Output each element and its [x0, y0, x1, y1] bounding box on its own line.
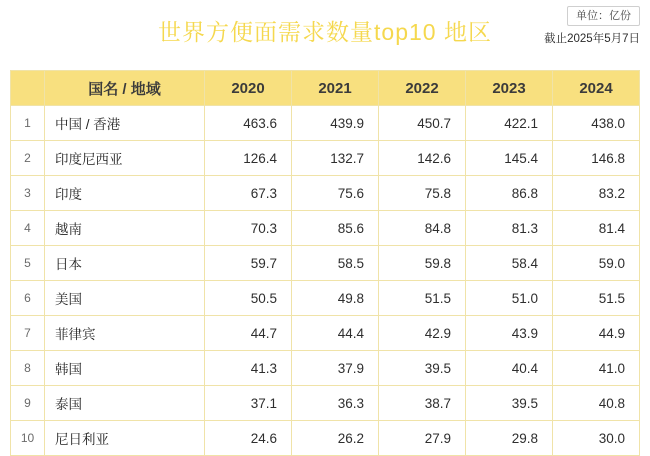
cell-2022: 42.9 — [379, 316, 466, 351]
cell-2024: 83.2 — [553, 176, 640, 211]
cell-2023: 51.0 — [466, 281, 553, 316]
cell-2022: 27.9 — [379, 421, 466, 456]
cell-2020: 463.6 — [205, 106, 292, 141]
cell-2024: 81.4 — [553, 211, 640, 246]
table-row — [11, 106, 640, 141]
column-header-country: 国名 / 地域 — [45, 71, 205, 106]
cell-2020: 37.1 — [205, 386, 292, 421]
cell-country: 菲律宾 — [45, 316, 205, 351]
column-header-2024: 2024 — [553, 71, 640, 106]
cell-country: 韩国 — [45, 351, 205, 386]
unit-label: 单位：亿份 — [567, 6, 640, 26]
cell-2024: 51.5 — [553, 281, 640, 316]
column-header-2022: 2022 — [379, 71, 466, 106]
cell-rank: 4 — [11, 211, 45, 246]
cell-2020: 70.3 — [205, 211, 292, 246]
cell-2021: 85.6 — [292, 211, 379, 246]
cell-2022: 51.5 — [379, 281, 466, 316]
page-title: 世界方便面需求数量top10 地区 — [158, 19, 492, 45]
cell-2022: 38.7 — [379, 386, 466, 421]
table-row — [11, 316, 640, 351]
cell-2022: 75.8 — [379, 176, 466, 211]
cell-country: 印度 — [45, 176, 205, 211]
column-header-rank — [11, 71, 45, 106]
cell-2022: 84.8 — [379, 211, 466, 246]
cell-rank: 6 — [11, 281, 45, 316]
table-row — [11, 141, 640, 176]
cell-2023: 86.8 — [466, 176, 553, 211]
column-header-2020: 2020 — [205, 71, 292, 106]
cell-country: 中国 / 香港 — [45, 106, 205, 141]
table-row — [11, 281, 640, 316]
cell-rank: 5 — [11, 246, 45, 281]
cell-2024: 438.0 — [553, 106, 640, 141]
cell-2023: 81.3 — [466, 211, 553, 246]
cell-2021: 439.9 — [292, 106, 379, 141]
cell-2023: 422.1 — [466, 106, 553, 141]
cell-2020: 50.5 — [205, 281, 292, 316]
cell-2024: 59.0 — [553, 246, 640, 281]
table-row — [11, 246, 640, 281]
cell-2024: 146.8 — [553, 141, 640, 176]
cell-2024: 41.0 — [553, 351, 640, 386]
cell-country: 尼日利亚 — [45, 421, 205, 456]
cell-2021: 37.9 — [292, 351, 379, 386]
cell-2021: 36.3 — [292, 386, 379, 421]
table-row — [11, 211, 640, 246]
noodle-demand-table — [10, 70, 640, 456]
cell-2020: 24.6 — [205, 421, 292, 456]
table-header — [11, 71, 640, 106]
cell-2022: 39.5 — [379, 351, 466, 386]
cell-2024: 44.9 — [553, 316, 640, 351]
cell-2022: 450.7 — [379, 106, 466, 141]
cell-country: 印度尼西亚 — [45, 141, 205, 176]
cell-2020: 59.7 — [205, 246, 292, 281]
cell-2024: 40.8 — [553, 386, 640, 421]
cell-2021: 132.7 — [292, 141, 379, 176]
as-of-date: 截止2025年5月7日 — [544, 33, 640, 45]
table-row — [11, 351, 640, 386]
cell-2023: 39.5 — [466, 386, 553, 421]
cell-rank: 8 — [11, 351, 45, 386]
cell-2021: 75.6 — [292, 176, 379, 211]
cell-rank: 1 — [11, 106, 45, 141]
cell-2022: 59.8 — [379, 246, 466, 281]
cell-rank: 3 — [11, 176, 45, 211]
table-row — [11, 176, 640, 211]
cell-rank: 2 — [11, 141, 45, 176]
cell-rank: 10 — [11, 421, 45, 456]
cell-2023: 29.8 — [466, 421, 553, 456]
table-container — [10, 70, 640, 456]
cell-2022: 142.6 — [379, 141, 466, 176]
cell-rank: 9 — [11, 386, 45, 421]
cell-country: 泰国 — [45, 386, 205, 421]
cell-2020: 126.4 — [205, 141, 292, 176]
cell-2020: 44.7 — [205, 316, 292, 351]
cell-country: 越南 — [45, 211, 205, 246]
cell-2023: 58.4 — [466, 246, 553, 281]
cell-2021: 44.4 — [292, 316, 379, 351]
column-header-2021: 2021 — [292, 71, 379, 106]
cell-rank: 7 — [11, 316, 45, 351]
cell-2023: 145.4 — [466, 141, 553, 176]
cell-2020: 41.3 — [205, 351, 292, 386]
table-row — [11, 386, 640, 421]
cell-2023: 40.4 — [466, 351, 553, 386]
cell-2020: 67.3 — [205, 176, 292, 211]
cell-country: 美国 — [45, 281, 205, 316]
cell-2021: 58.5 — [292, 246, 379, 281]
cell-2024: 30.0 — [553, 421, 640, 456]
column-header-2023: 2023 — [466, 71, 553, 106]
page-header — [0, 0, 650, 62]
cell-2021: 26.2 — [292, 421, 379, 456]
cell-2021: 49.8 — [292, 281, 379, 316]
cell-country: 日本 — [45, 246, 205, 281]
cell-2023: 43.9 — [466, 316, 553, 351]
table-header-row — [11, 71, 640, 106]
table-body — [11, 106, 640, 456]
table-row — [11, 421, 640, 456]
